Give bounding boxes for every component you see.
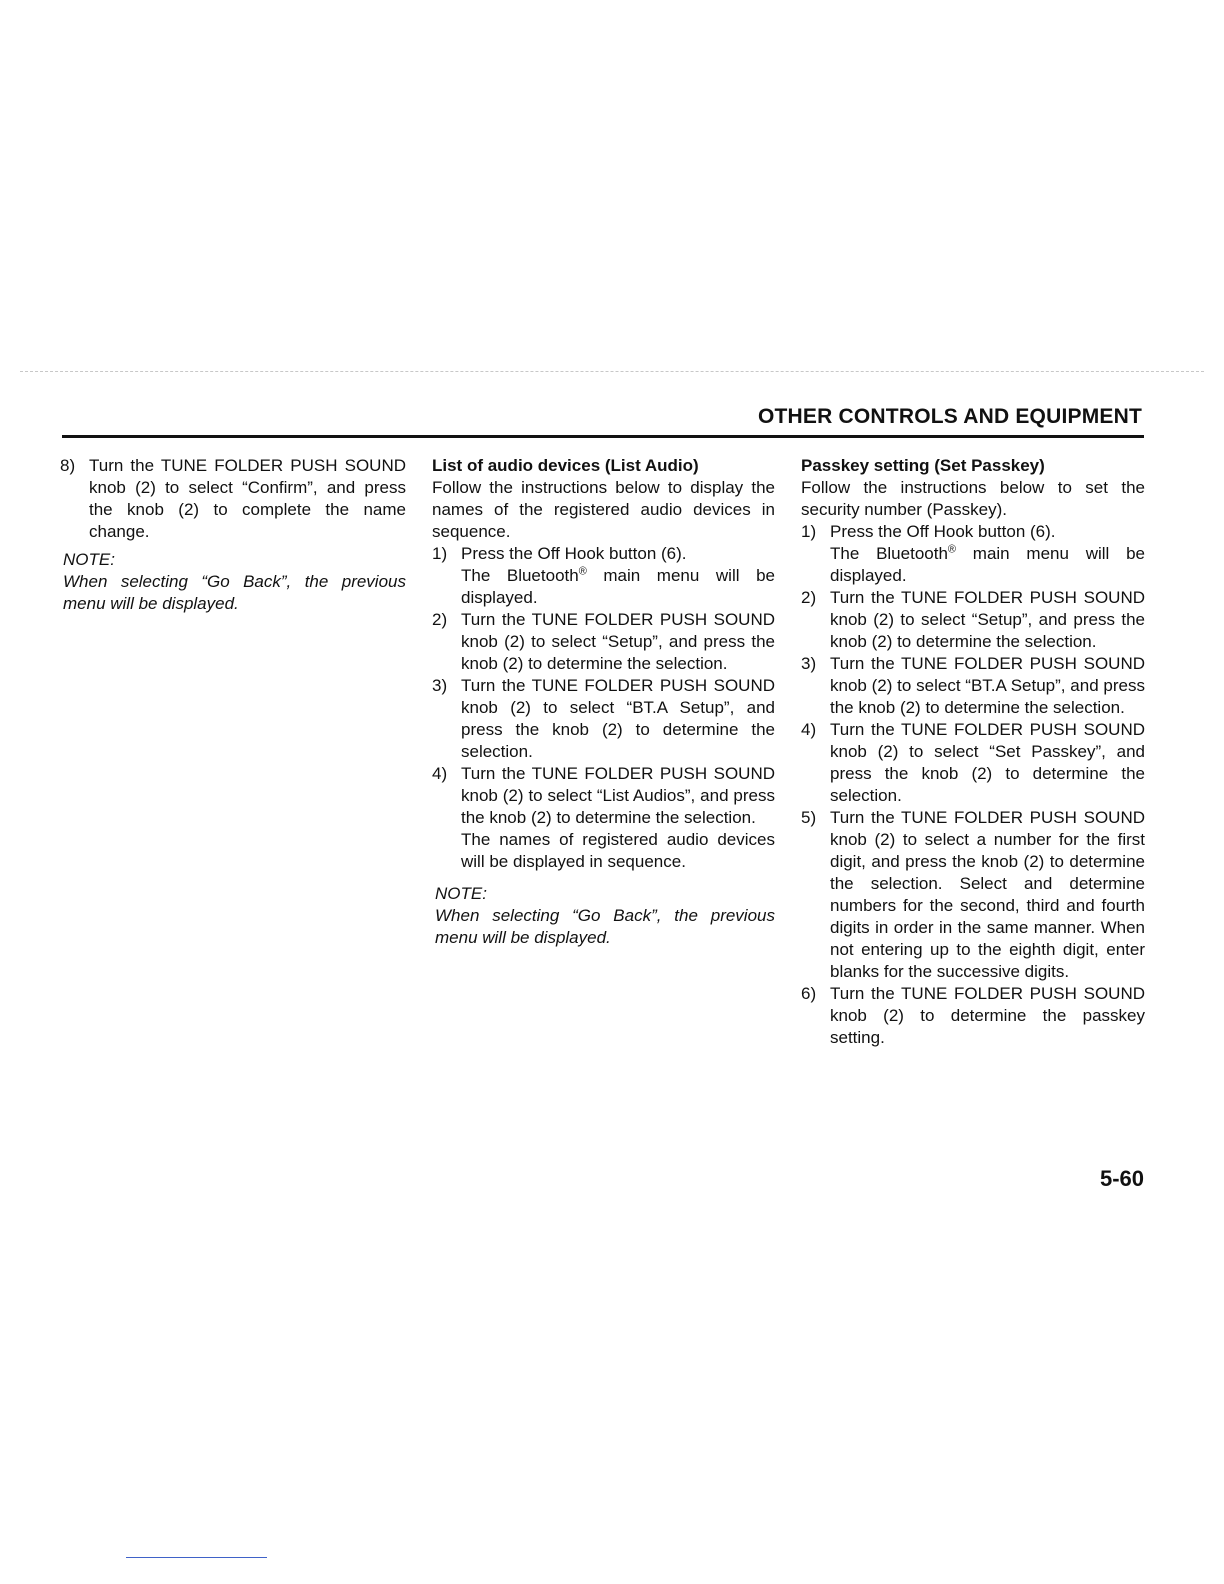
subtext-post: main menu will be displayed.: [461, 566, 775, 607]
section-heading-set-passkey: Passkey setting (Set Passkey): [801, 456, 1045, 475]
bottom-link-underline: [126, 1557, 267, 1558]
step-item: [801, 653, 1145, 719]
step-item: [432, 675, 775, 763]
subtext-pre: The Bluetooth: [830, 544, 948, 563]
column-2: [432, 455, 775, 949]
step-body: [461, 543, 775, 609]
step-text: Turn the TUNE FOLDER PUSH SOUND knob (2) to select “List Audios”, and press the knob (2) to determine the selection.: [461, 764, 775, 827]
step-text: Turn the TUNE FOLDER PUSH SOUND knob (2) to select “Set Passkey”, and press the knob (2) to determine the selection.: [830, 720, 1145, 805]
step-number: 1): [432, 544, 448, 563]
step-number: 5): [801, 808, 817, 827]
step-text: Turn the TUNE FOLDER PUSH SOUND knob (2) to select a number for the first digit, and press the knob (2) to determine the selection. Select and determine numbers for the second, third and fourth digits in order in the same manner. When not entering up to the eighth digit, enter blanks for the successive digits.: [830, 808, 1145, 981]
step-item: [432, 543, 775, 609]
step-number: 3): [801, 654, 817, 673]
subtext-pre: The Bluetooth: [461, 566, 579, 585]
step-number: 6): [801, 984, 817, 1003]
step-item: [801, 587, 1145, 653]
note-text: When selecting “Go Back”, the previous menu will be displayed.: [63, 572, 406, 613]
step-text: Turn the TUNE FOLDER PUSH SOUND knob (2) to select “Setup”, and press the knob (2) to determine the selection.: [830, 588, 1145, 651]
step-text: Turn the TUNE FOLDER PUSH SOUND knob (2) to select “BT.A Setup”, and press the knob (2) to determine the selection.: [461, 676, 775, 761]
step-number: 8): [60, 456, 76, 475]
step-item: [432, 763, 775, 873]
section-heading-list-audio: List of audio devices (List Audio): [432, 456, 699, 475]
step-text: Turn the TUNE FOLDER PUSH SOUND knob (2) to select “BT.A Setup”, and press the knob (2) to determine the selection.: [830, 654, 1145, 717]
step-list: [801, 521, 1145, 1049]
note-label: NOTE:: [435, 884, 487, 903]
step-body: [830, 521, 1145, 587]
step-item: [801, 983, 1145, 1049]
header-rule: [62, 435, 1144, 438]
column-1: [60, 455, 406, 615]
step-number: 3): [432, 676, 448, 695]
step-text: Turn the TUNE FOLDER PUSH SOUND knob (2) to select “Setup”, and press the knob (2) to determine the selection.: [461, 610, 775, 673]
registered-mark: ®: [578, 565, 587, 578]
note-label: NOTE:: [63, 550, 115, 569]
column-3: [801, 455, 1145, 1049]
step-body: [461, 763, 775, 873]
scan-artifact-line: [20, 371, 1204, 372]
page-number: 5-60: [1099, 1166, 1144, 1191]
step-item: [801, 807, 1145, 983]
step-subtext: [461, 565, 775, 609]
intro-paragraph: Follow the instructions below to display the names of the registered audio devices in sequence.: [432, 478, 775, 541]
step-list: [60, 455, 406, 543]
step-item: [801, 719, 1145, 807]
step-item: [801, 521, 1145, 587]
subtext-post: main menu will be displayed.: [830, 544, 1145, 585]
note-text: When selecting “Go Back”, the previous menu will be displayed.: [435, 906, 775, 947]
step-subtext: The names of registered audio devices will be displayed in sequence.: [461, 830, 775, 871]
step-item: [60, 455, 406, 543]
section-header-title: OTHER CONTROLS AND EQUIPMENT: [758, 405, 1142, 428]
step-number: 1): [801, 522, 817, 541]
step-number: 4): [801, 720, 817, 739]
step-text: Turn the TUNE FOLDER PUSH SOUND knob (2) to determine the passkey setting.: [830, 984, 1145, 1047]
step-text: Turn the TUNE FOLDER PUSH SOUND knob (2) to select “Confirm”, and press the knob (2) to complete the name change.: [89, 456, 406, 541]
intro-paragraph: Follow the instructions below to set the security number (Passkey).: [801, 478, 1145, 519]
step-list: [432, 543, 775, 873]
step-text: Press the Off Hook button (6).: [461, 544, 687, 563]
step-subtext: [830, 543, 1145, 587]
step-number: 2): [432, 610, 448, 629]
step-number: 4): [432, 764, 448, 783]
step-number: 2): [801, 588, 817, 607]
step-text: Press the Off Hook button (6).: [830, 522, 1056, 541]
step-item: [432, 609, 775, 675]
registered-mark: ®: [947, 543, 957, 556]
